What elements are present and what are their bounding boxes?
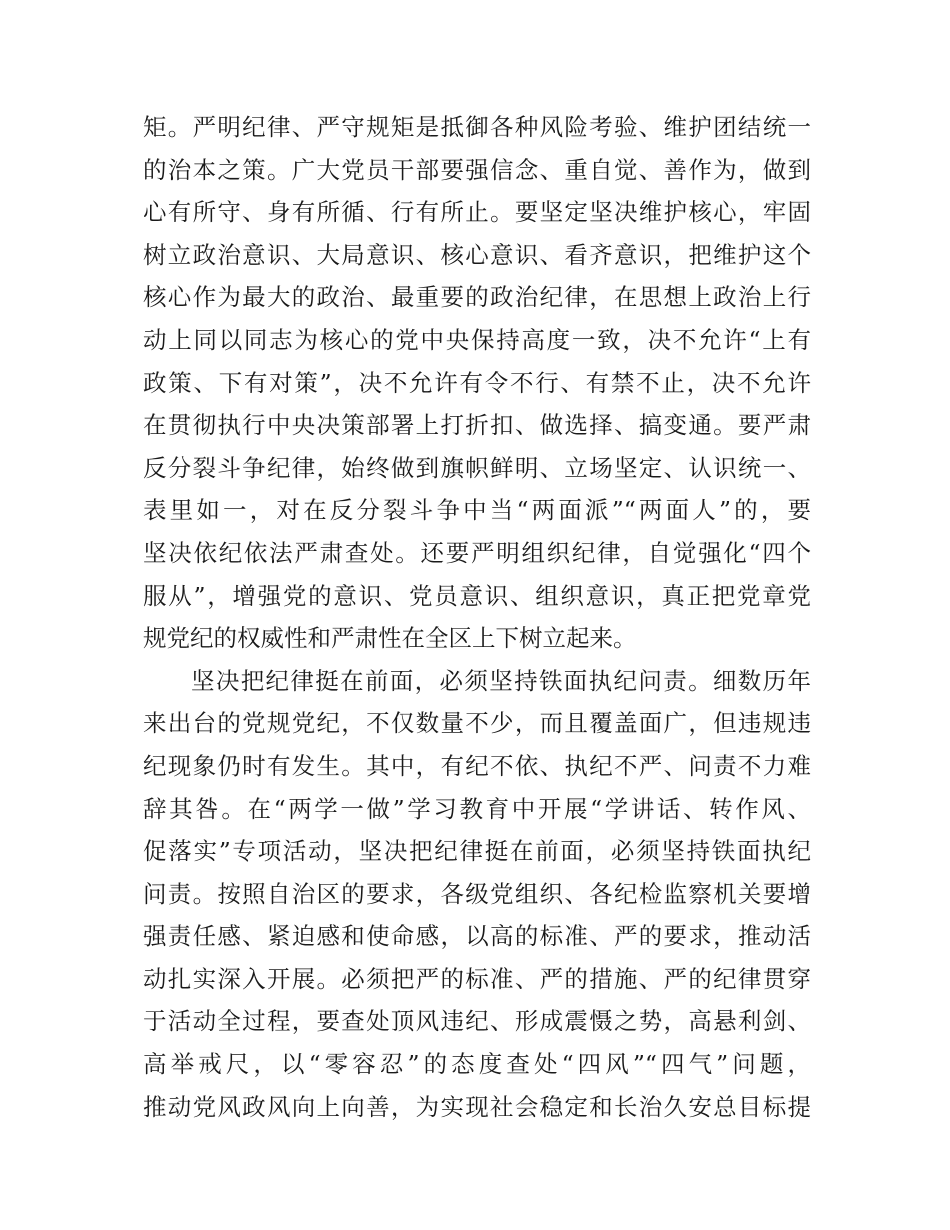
text-line: 的治本之策。广大党员干部要强信念、重自觉、善作为，做到 xyxy=(143,155,811,184)
text-line: 矩。严明纪律、严守规矩是抵御各种风险考验、维护团结统一 xyxy=(143,113,811,141)
text-line: 政策、下有对策”，决不允许有令不行、有禁不止，决不允许 xyxy=(143,368,811,397)
text-line: 纪现象仍时有发生。其中，有纪不依、执纪不严、问责不力难 xyxy=(143,751,811,780)
text-line: 来出台的党规党纪，不仅数量不少，而且覆盖面广，但违规违 xyxy=(143,709,811,738)
text-line: 核心作为最大的政治、最重要的政治纪律，在思想上政治上行 xyxy=(143,283,811,312)
text-line: 问责。按照自治区的要求，各级党组织、各纪检监察机关要增 xyxy=(143,879,811,908)
text-line: 坚决依纪依法严肃查处。还要严明组织纪律，自觉强化“四个 xyxy=(143,538,811,567)
text-line: 强责任感、紧迫感和使命感，以高的标准、严的要求，推动活 xyxy=(143,922,811,951)
text-line: 促落实”专项活动，坚决把纪律挺在前面，必须坚持铁面执纪 xyxy=(143,837,811,866)
text-line: 坚决把纪律挺在前面，必须坚持铁面执纪问责。细数历年 xyxy=(191,666,811,695)
text-line: 规党纪的权威性和严肃性在全区上下树立起来。 xyxy=(143,624,637,653)
text-line: 高举戒尺，以“零容忍”的态度查处“四风”“四气”问题， xyxy=(143,1050,811,1079)
text-line: 反分裂斗争纪律，始终做到旗帜鲜明、立场坚定、认识统一、 xyxy=(143,453,811,482)
text-line: 树立政治意识、大局意识、核心意识、看齐意识，把维护这个 xyxy=(143,240,811,269)
text-line: 服从”，增强党的意识、党员意识、组织意识，真正把党章党 xyxy=(143,581,811,610)
text-line: 表里如一，对在反分裂斗争中当“两面派”“两面人”的，要 xyxy=(143,496,811,525)
text-line: 辞其咎。在“两学一做”学习教育中开展“学讲话、转作风、 xyxy=(143,794,811,823)
document-body xyxy=(143,106,811,1128)
text-line: 在贯彻执行中央决策部署上打折扣、做选择、搞变通。要严肃 xyxy=(143,411,811,440)
text-line: 动上同以同志为核心的党中央保持高度一致，决不允许“上有 xyxy=(143,325,811,354)
paragraph-accountability xyxy=(143,660,811,1129)
text-line: 心有所守、身有所循、行有所止。要坚定坚决维护核心，牢固 xyxy=(143,198,811,227)
text-line: 动扎实深入开展。必须把严的标准、严的措施、严的纪律贯穿 xyxy=(143,964,811,993)
text-line: 推动党风政风向上向善，为实现社会稳定和长治久安总目标提 xyxy=(143,1092,811,1121)
text-line: 于活动全过程，要查处顶风违纪、形成震慑之势，高悬利剑、 xyxy=(143,1007,811,1036)
paragraph-discipline-rules xyxy=(143,106,811,660)
